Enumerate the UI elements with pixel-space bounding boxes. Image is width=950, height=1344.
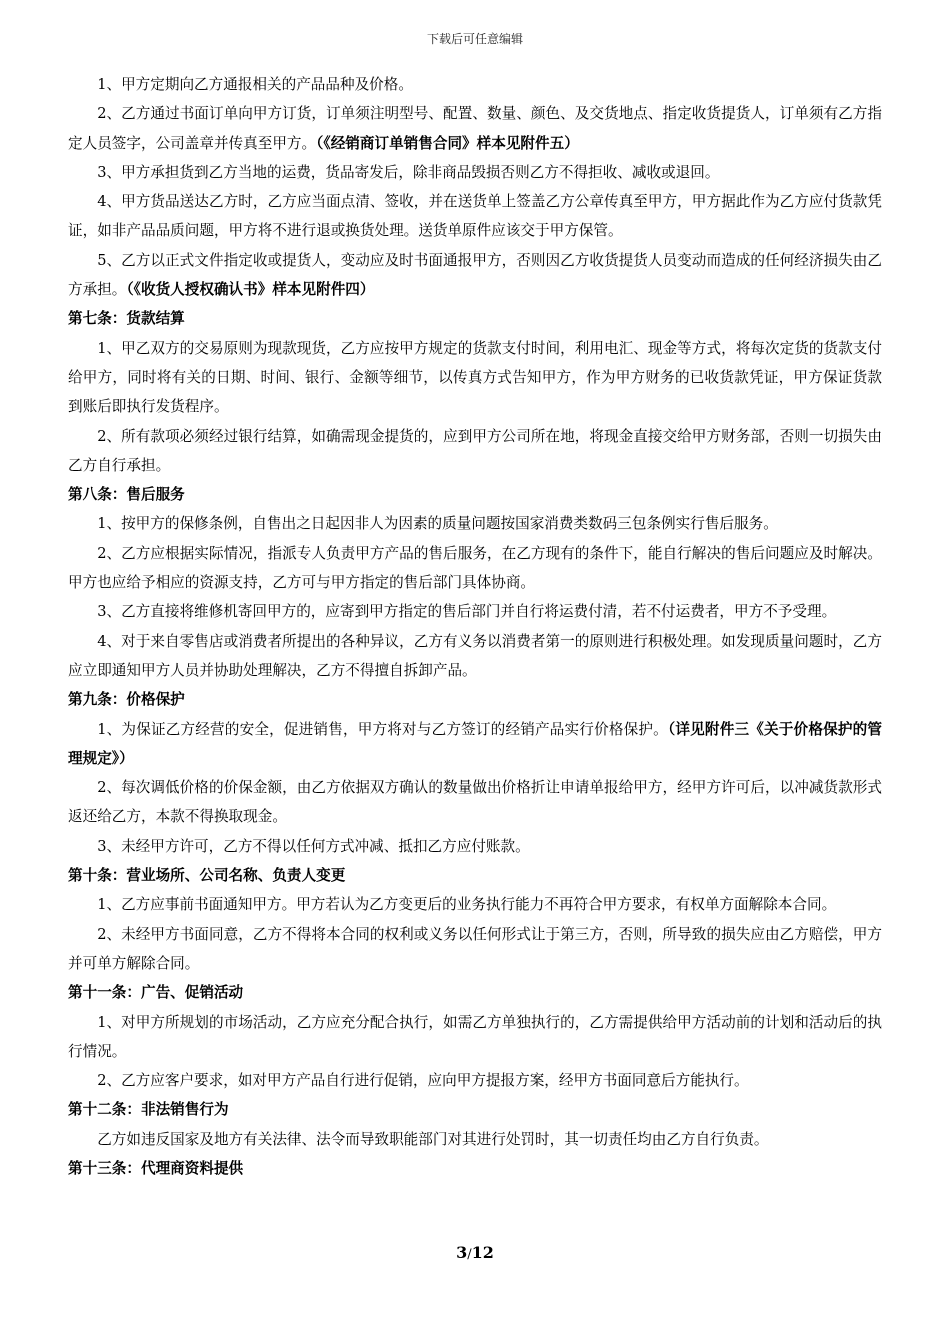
paragraph: 2、乙方应根据实际情况，指派专人负责甲方产品的售后服务，在乙方现有的条件下，能自行解决的售后问题应及时解决。甲方也应给予相应的资源支持，乙方可与甲方指定的售后部门具体协商。 — [68, 544, 882, 592]
current-page: 3 — [456, 1243, 468, 1262]
paragraph: 1、乙方应事前书面通知甲方。甲方若认为乙方变更后的业务执行能力不再符合甲方要求，有权单方面解除本合同。 — [97, 896, 837, 914]
section-heading: 第十三条：代理商资料提供 — [68, 1159, 244, 1177]
paragraph — [68, 99, 882, 158]
paragraph: 2、乙方应客户要求，如对甲方产品自行进行促销，应向甲方提报方案，经甲方书面同意后方能执行。 — [97, 1072, 749, 1090]
paragraph-text: 2、乙方通过书面订单向甲方订货，订单须注明型号、配置、数量、颜色、及交货地点、指定收货提货人，订单须有乙方指定人员签字，公司盖章并传真至甲方。 — [68, 105, 882, 152]
attachment-reference: （详见附件三《关于价格保护的管理规定》） — [68, 720, 882, 767]
paragraph: 3、甲方承担货到乙方当地的运费，货品寄发后，除非商品毁损否则乙方不得拒收、减收或退回。 — [97, 163, 720, 181]
paragraph: 乙方如违反国家及地方有关法律、法令而导致职能部门对其进行处罚时，其一切责任均由乙方自行负责。 — [97, 1130, 769, 1148]
paragraph: 3、未经甲方许可，乙方不得以任何方式冲减、抵扣乙方应付账款。 — [97, 837, 530, 855]
paragraph — [68, 715, 882, 774]
section-heading: 第十条：营业场所、公司名称、负责人变更 — [68, 867, 346, 885]
attachment-reference: （《收货人授权确认书》样本见附件四） — [126, 281, 375, 299]
paragraph — [68, 246, 882, 305]
paragraph: 2、未经甲方书面同意，乙方不得将本合同的权利或义务以任何形式让于第三方，否则，所导致的损失应由乙方赔偿，甲方并可单方解除合同。 — [68, 925, 882, 972]
page-separator: / — [467, 1247, 472, 1262]
section-heading: 第十二条：非法销售行为 — [68, 1101, 229, 1119]
paragraph-text: 5、乙方以正式文件指定收或提货人，变动应及时书面通报甲方，否则因乙方收货提货人员变动而造成的任何经济损失由乙方承担。 — [68, 251, 882, 299]
paragraph: 2、所有款项必须经过银行结算，如确需现金提货的，应到甲方公司所在地，将现金直接交给甲方财务部，否则一切损失由乙方自行承担。 — [68, 427, 882, 474]
paragraph: 3、乙方直接将维修机寄回甲方的，应寄到甲方指定的售后部门并自行将运费付清，若不付运费者，甲方不予受理。 — [97, 603, 837, 621]
paragraph: 4、对于来自零售店或消费者所提出的各种异议，乙方有义务以消费者第一的原则进行积极处理。如发现质量问题时，乙方应立即通知甲方人员并协助处理解决，乙方不得擅自拆卸产品。 — [68, 632, 882, 679]
section-heading: 第七条：货款结算 — [68, 310, 185, 328]
paragraph: 4、甲方货品送达乙方时，乙方应当面点清、签收，并在送货单上签盖乙方公章传真至甲方，甲方据此作为乙方应付货款凭证，如非产品品质问题，甲方将不进行退或换货处理。送货单原件应该交于甲方保管。 — [68, 193, 882, 240]
section-heading: 第八条：售后服务 — [68, 486, 185, 504]
section-heading: 第九条：价格保护 — [68, 691, 185, 709]
paragraph-text: 1、为保证乙方经营的安全，促进销售，甲方将对与乙方签订的经销产品实行价格保护。 — [97, 720, 668, 738]
paragraph: 1、甲乙双方的交易原则为现款现货，乙方应按甲方规定的货款支付时间，利用电汇、现金等方式，将每次定货的货款支付给甲方，同时将有关的日期、时间、银行、金额等细节，以传真方式告知甲方，作为甲方财务的已收货款凭证，甲方保证货款到账后即执行发货程序。 — [68, 339, 882, 416]
paragraph: 1、对甲方所规划的市场活动，乙方应充分配合执行，如需乙方单独执行的，乙方需提供给甲方活动前的计划和活动后的执行情况。 — [68, 1013, 882, 1060]
document-body — [68, 70, 882, 1183]
attachment-reference: （《经销商订单销售合同》样本见附件五） — [316, 134, 579, 152]
paragraph: 2、每次调低价格的价保金额，由乙方依据双方确认的数量做出价格折让申请单报给甲方，经甲方许可后，以冲减货款形式返还给乙方，本款不得换取现金。 — [68, 779, 882, 826]
page-number — [0, 1243, 950, 1262]
total-pages: 12 — [471, 1243, 494, 1262]
paragraph: 1、甲方定期向乙方通报相关的产品品种及价格。 — [97, 76, 413, 93]
paragraph: 1、按甲方的保修条例，自售出之日起因非人为因素的质量问题按国家消费类数码三包条例实行售后服务。 — [97, 515, 778, 533]
section-heading: 第十一条：广告、促销活动 — [68, 984, 244, 1002]
header-note: 下载后可任意编辑 — [426, 32, 523, 46]
